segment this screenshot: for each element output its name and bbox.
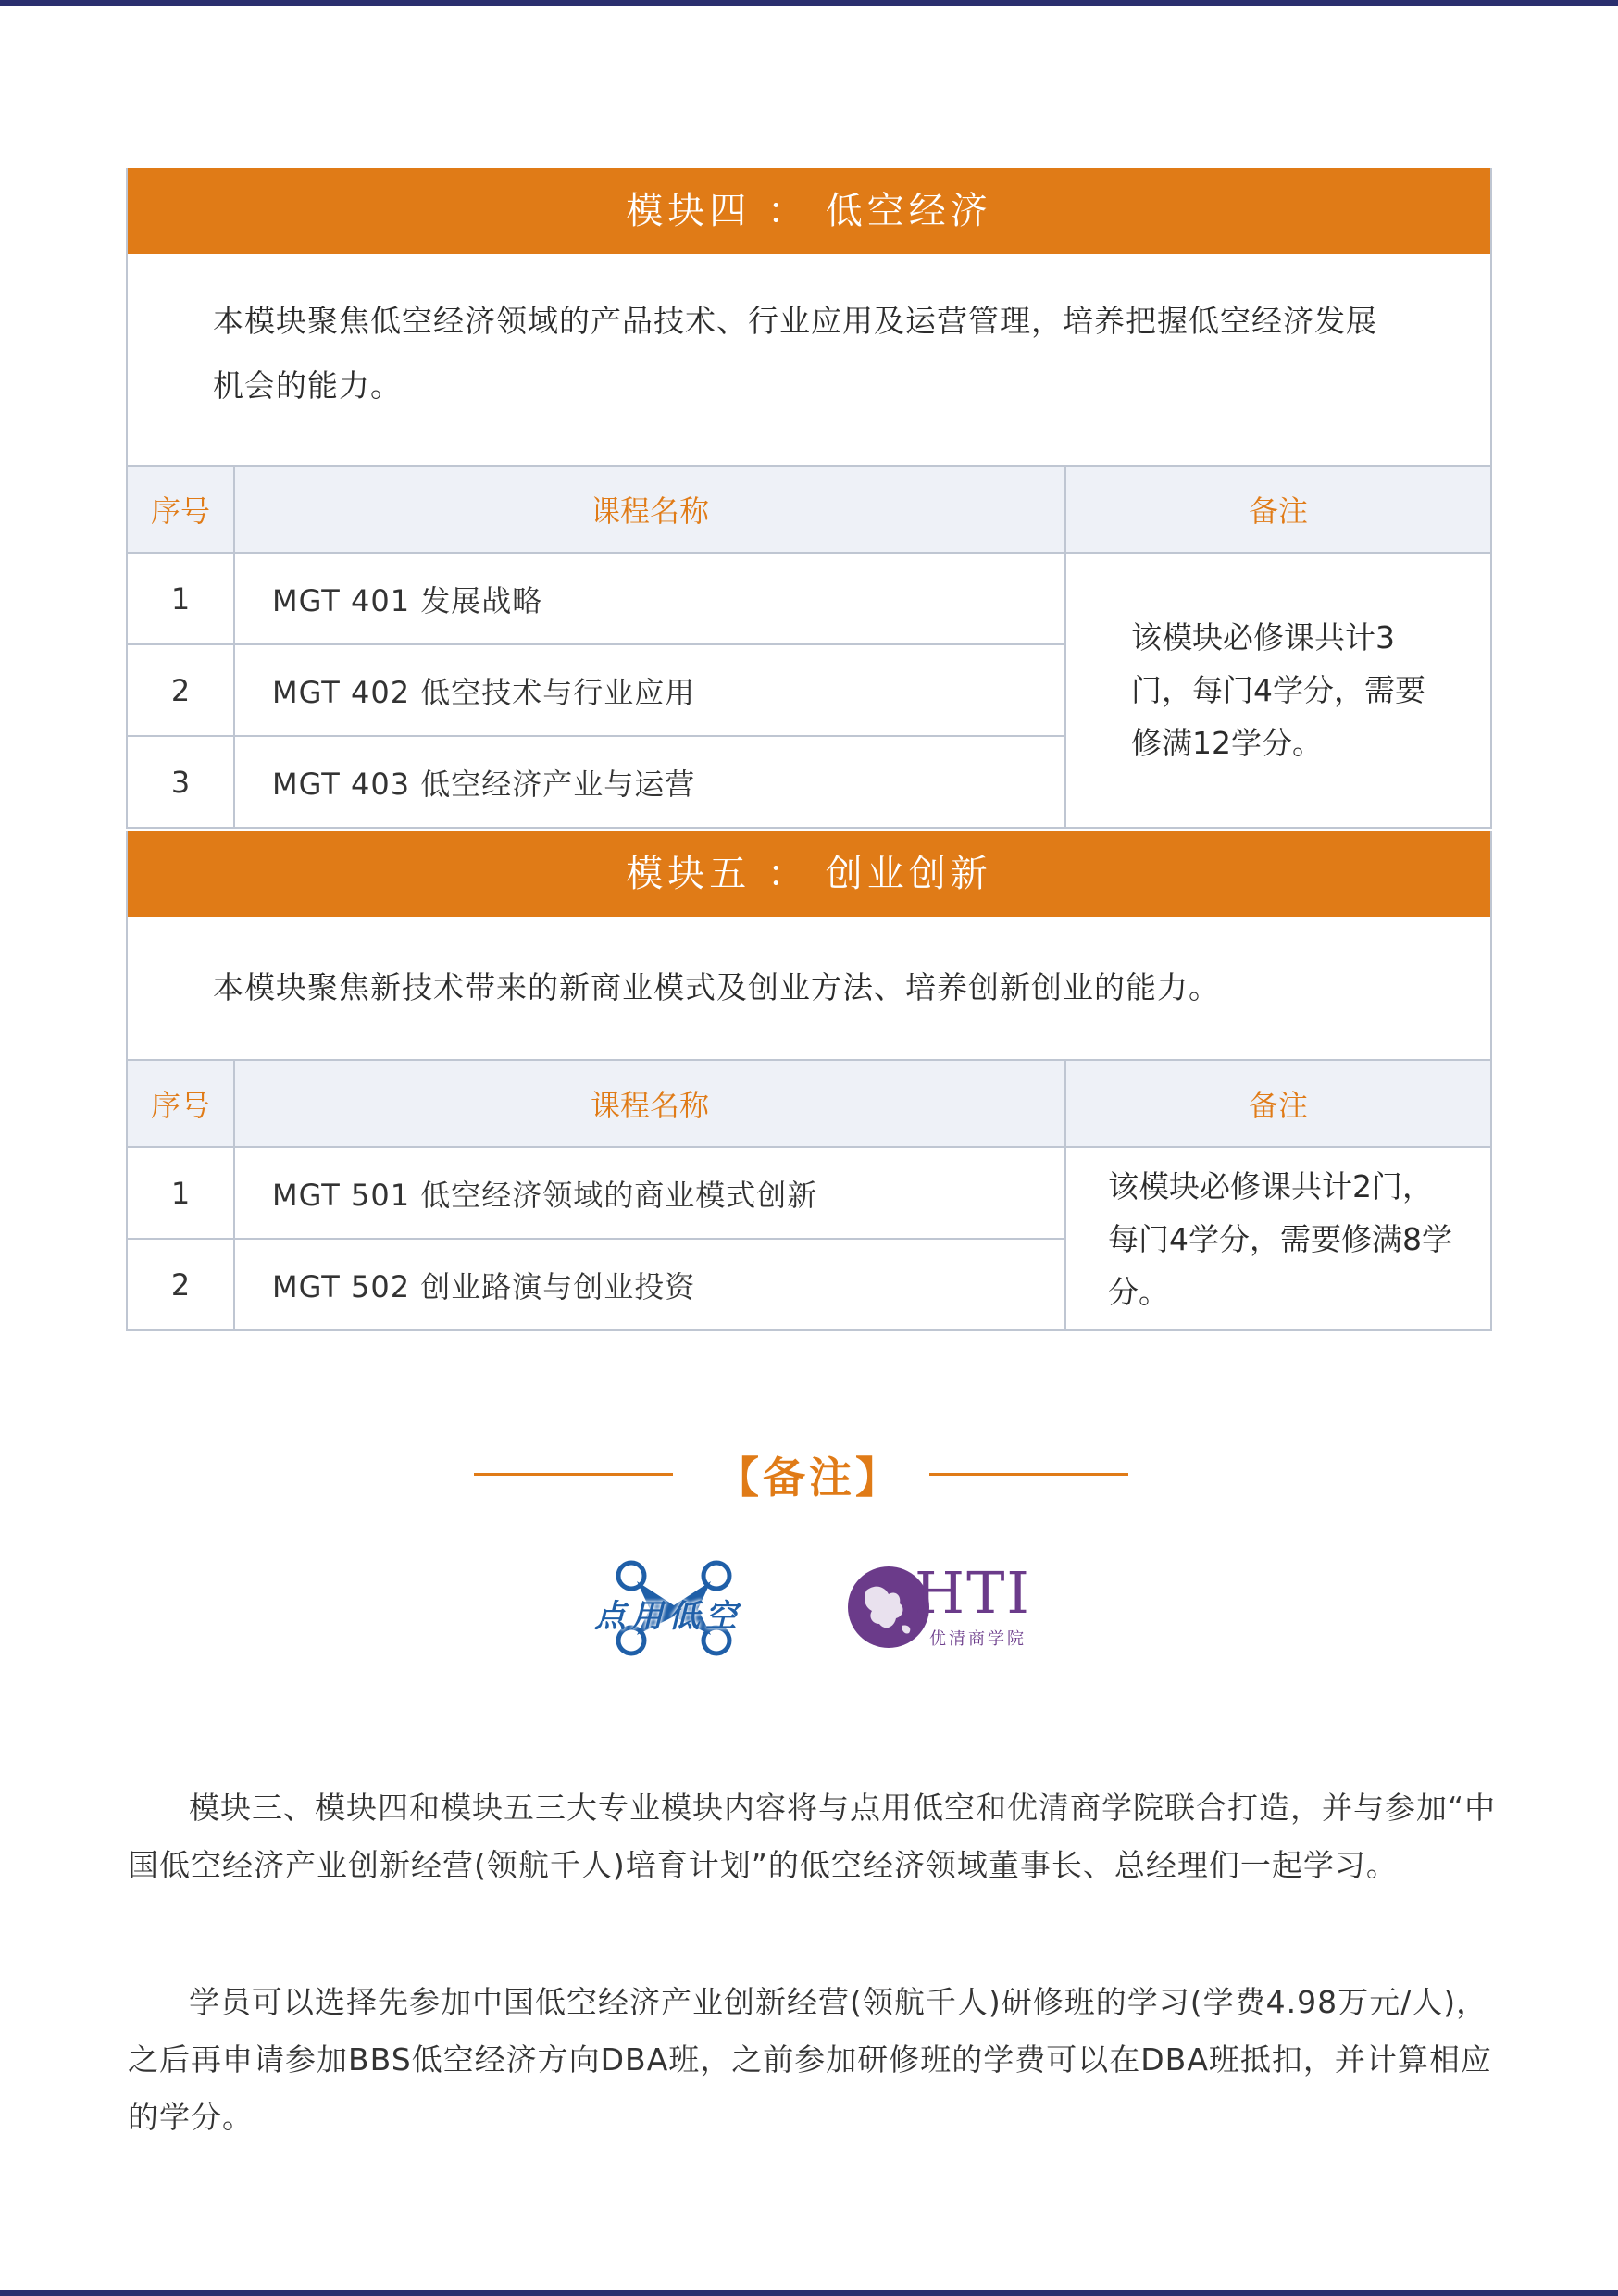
- module-4-remark: 该模块必修课共计3门，每门4学分，需要修满12学分。: [1065, 553, 1490, 828]
- course-num: 1: [128, 1147, 234, 1239]
- module-5-description: 本模块聚焦新技术带来的新商业模式及创业方法、培养创新创业的能力。: [128, 917, 1490, 1061]
- column-header-name: 课程名称: [234, 1061, 1065, 1147]
- column-header-num: 序号: [128, 467, 234, 553]
- course-name: MGT 401 发展战略: [234, 553, 1065, 644]
- course-num: 2: [128, 1239, 234, 1330]
- module-5-course-table: [128, 1061, 1490, 1331]
- module-5-remark: 该模块必修课共计2门，每门4学分，需要修满8学分。: [1065, 1147, 1490, 1330]
- course-num: 2: [128, 644, 234, 736]
- column-header-name: 课程名称: [234, 467, 1065, 553]
- table-row: [128, 1147, 1490, 1239]
- module-5-section: [126, 831, 1492, 1331]
- column-header-remark: 备注: [1065, 467, 1490, 553]
- notes-paragraph-2: 学员可以选择先参加中国低空经济产业创新经营(领航千人)研修班的学习(学费4.98万元/人)，之后再申请参加BBS低空经济方向DBA班，之前参加研修班的学费可以在DBA班抵扣，并计算相应的学分。: [128, 1984, 1492, 2135]
- column-header-num: 序号: [128, 1061, 234, 1147]
- hti-logo-text: HTI: [915, 1559, 1031, 1627]
- module-4-description: 本模块聚焦低空经济领域的产品技术、行业应用及运营管理，培养把握低空经济发展机会的能力。: [128, 254, 1490, 467]
- top-frame-bar: [0, 0, 1618, 6]
- notes-title: 【备注】: [716, 1453, 902, 1503]
- module-4-section: [126, 168, 1492, 829]
- course-name: MGT 502 创业路演与创业投资: [234, 1239, 1065, 1330]
- course-name: MGT 501 低空经济领域的商业模式创新: [234, 1147, 1065, 1239]
- dianyong-logo: [559, 1555, 778, 1659]
- column-header-remark: 备注: [1065, 1061, 1490, 1147]
- dianyong-logo-text: 点用低空: [594, 1598, 742, 1635]
- bottom-frame-bar: [0, 2290, 1618, 2296]
- course-num: 3: [128, 736, 234, 828]
- module-4-course-table: [128, 467, 1490, 829]
- note-title-right-rule: [929, 1473, 1128, 1476]
- course-name: MGT 402 低空技术与行业应用: [234, 644, 1065, 736]
- hti-logo-subtitle: 优清商学院: [929, 1629, 1027, 1649]
- module-5-title: 模块五 ： 创业创新: [128, 831, 1490, 917]
- course-num: 1: [128, 553, 234, 644]
- notes-paragraph-1: 模块三、模块四和模块五三大专业模块内容将与点用低空和优清商学院联合打造，并与参加“中国低空经济产业创新经营(领航千人)培育计划”的低空经济领域董事长、总经理们一起学习。: [128, 1790, 1497, 1883]
- hti-logo: [844, 1559, 1057, 1655]
- table-row: [128, 553, 1490, 644]
- course-name: MGT 403 低空经济产业与运营: [234, 736, 1065, 828]
- module-4-title: 模块四 ： 低空经济: [128, 168, 1490, 254]
